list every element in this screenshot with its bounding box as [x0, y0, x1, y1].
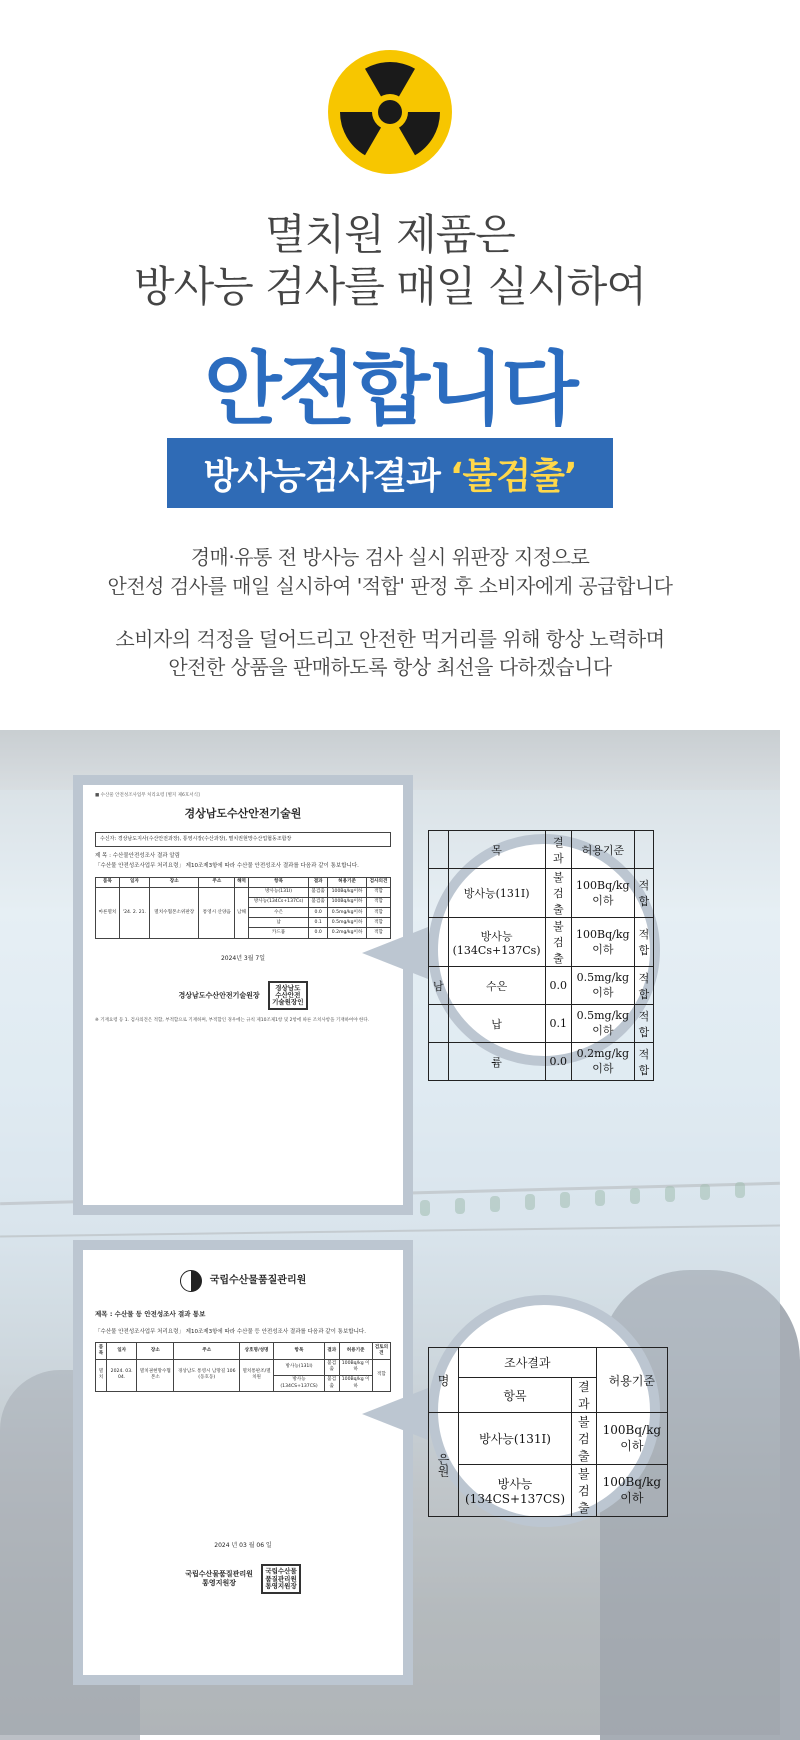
certificate-org: 국립수산물품질관리원: [209, 1275, 307, 1287]
result-banner-label: 방사능검사결과: [203, 455, 440, 497]
certificate-subject: 제 목 : 수산물안전성조사 결과 알림: [95, 852, 180, 859]
table-cell: 불검출: [572, 1413, 597, 1465]
table-row: [429, 1465, 668, 1517]
stamp-line: 통영지원장: [265, 1581, 297, 1590]
table-cell: 0.2mg/kg이하: [328, 928, 367, 938]
zoom-table: [428, 830, 654, 1081]
table-cell: 2024. 03. 04.: [107, 1359, 137, 1392]
government-logo-icon: [180, 1270, 202, 1292]
headline-line-2: 방사능 검사를 매일 실시하여: [134, 262, 646, 311]
stamp-line: 경상남도: [275, 983, 301, 992]
form-label: ■ 수산물 안전성조사업무 처리요령 [별지 제6호서식]: [95, 793, 200, 798]
description-line-4: 안전한 상품을 판매하도록 항상 최선을 다하겠습니다: [168, 655, 612, 679]
table-cell: 남: [429, 967, 449, 1005]
official-stamp: [268, 981, 307, 1010]
table-cell: 카드뮴: [248, 928, 308, 938]
recipient-box: 수신자: 경상남도지사(수산안전과장), 통영시장(수산과장), 멸치권현망수산업협동조합장: [95, 832, 391, 847]
table-cell: 100Bq/kg 이하: [596, 1465, 667, 1517]
table-cell: 불검출: [545, 918, 572, 967]
table-cell: '24. 2. 21.: [119, 887, 149, 938]
table-header: 장소: [150, 877, 199, 887]
table-row: [429, 1348, 668, 1378]
zoom-circle-gyeongnam: [428, 834, 660, 1077]
table-cell: 적합: [634, 1043, 654, 1081]
table-header: 검사의견: [367, 877, 391, 887]
table-cell: 불검출: [572, 1465, 597, 1517]
zoom-table: [428, 1347, 668, 1517]
safe-title: 안전합니다: [204, 343, 576, 436]
table-cell: [429, 1043, 449, 1081]
table-cell: 멸치: [96, 1359, 107, 1392]
table-header: 주소: [174, 1343, 240, 1359]
table-cell: 0.0: [309, 908, 328, 918]
table-cell: 방사능(131I): [448, 869, 545, 918]
table-cell: 납: [448, 1005, 545, 1043]
table-header: 항목: [248, 877, 308, 887]
table-header: 결과: [324, 1343, 339, 1359]
description-line-3: 소비자의 걱정을 덜어드리고 안전한 먹거리를 위해 항상 노력하며: [115, 627, 665, 651]
table-cell: 마른멸치: [96, 887, 120, 938]
table-cell: [429, 869, 449, 918]
table-cell: 수은: [448, 967, 545, 1005]
table-cell: 적합: [367, 908, 391, 918]
table-cell: 100Bq/kg이하: [328, 897, 367, 907]
table-cell: 방사능(134Cs+137Cs): [248, 897, 308, 907]
table-cell: 100Bq/kg이하: [572, 869, 635, 918]
intro-section: [0, 0, 780, 730]
stamp-line: 기술원장인: [272, 998, 304, 1006]
issue-date: 2024 년 03 월 06 일: [214, 1542, 272, 1550]
org-header: [95, 1270, 391, 1292]
table-cell: 항목: [459, 1378, 572, 1413]
table-cell: 방사능(131I): [459, 1413, 572, 1465]
table-cell: 100Bq/kg이하: [572, 918, 635, 967]
description-line-1: 경매·유통 전 방사능 검사 실시 위판장 지정으로: [190, 545, 590, 569]
certificate-org: 경상남도수산안전기술원: [184, 807, 302, 821]
table-cell: 적합: [367, 928, 391, 938]
table-row: [429, 918, 654, 967]
table-cell: 명: [429, 1348, 459, 1413]
table-cell: 0.5mg/kg이하: [572, 1005, 635, 1043]
table-cell: 결과: [545, 831, 572, 869]
table-header: 검토의견: [372, 1343, 390, 1359]
table-cell: [429, 918, 449, 967]
table-cell: 경상남도 통영시 남망길 106 (동호동): [174, 1359, 240, 1392]
table-cell: 0.5mg/kg이하: [328, 918, 367, 928]
table-cell: 멸치통판조/멸치원: [240, 1359, 274, 1392]
table-cell: 목: [448, 831, 545, 869]
table-cell: 0.0: [545, 967, 572, 1005]
table-cell: 멸치수협본소위판장: [150, 887, 199, 938]
table-cell: 방사능(134Cs+137Cs): [448, 918, 545, 967]
table-cell: 0.1: [545, 1005, 572, 1043]
table-row: [96, 1359, 391, 1375]
table-header: 일자: [107, 1343, 137, 1359]
table-cell: 불검출: [324, 1359, 339, 1375]
table-cell: 남해: [235, 887, 249, 938]
signer-name: 국립수산물품질관리원: [185, 1570, 253, 1579]
table-cell: 불검출: [545, 869, 572, 918]
signer: [95, 1564, 391, 1593]
signer-name: 경상남도수산안전기술원장: [178, 991, 260, 1000]
table-row: [429, 1005, 654, 1043]
table-cell: 0.5mg/kg이하: [572, 967, 635, 1005]
table-cell: 멸치권현망수협 본소: [137, 1359, 174, 1392]
signer-title: 통영지원장: [202, 1579, 236, 1588]
table-cell: 방사능(131I): [274, 1359, 325, 1375]
signer-block: [185, 1570, 253, 1588]
certificate-subject: 제목 : 수산물 등 안전성조사 결과 통보: [95, 1310, 206, 1318]
table-cell: 불검출: [309, 887, 328, 897]
stamp-line: 국립수산물: [265, 1567, 297, 1576]
table-cell: 0.2mg/kg이하: [572, 1043, 635, 1081]
headline-line-1: 멸치원 제품은: [265, 210, 515, 259]
certificate-text: 「수산물 안전성조사업무 처리요령」 제10조제3항에 따라 수산물 안전성조사 결과를 다음과 같이 통보합니다.: [95, 863, 359, 870]
table-header: 일자: [119, 877, 149, 887]
zoom-pointer: [362, 927, 428, 979]
radiation-icon: [326, 48, 454, 176]
table-cell: [429, 831, 449, 869]
certificate-body: [83, 785, 403, 1205]
table-cell: 통영시 산양읍: [199, 887, 235, 938]
table-cell: 적합: [367, 918, 391, 928]
table-header: 허용기준: [339, 1343, 372, 1359]
certificate-nfqs: [73, 1240, 413, 1685]
table-cell: 결과: [572, 1378, 597, 1413]
table-cell: [634, 831, 654, 869]
table-cell: 100Bq/kg 이하: [339, 1375, 372, 1391]
table-cell: 허용기준: [596, 1348, 667, 1413]
table-cell: 100Bq/kg이하: [328, 887, 367, 897]
description-line-2: 안전성 검사를 매일 실시하여 '적합' 판정 후 소비자에게 공급합니다: [107, 574, 673, 598]
certificate-body: [83, 1250, 403, 1675]
table-row: [96, 887, 391, 897]
table-cell: 방사능(134CS+137CS): [274, 1375, 325, 1391]
signer: [95, 981, 391, 1010]
table-cell: 조사결과: [459, 1348, 597, 1378]
certificate-table: [95, 1342, 391, 1392]
stamp-line: 수산안전: [275, 990, 301, 999]
table-header: 해역: [235, 877, 249, 887]
table-row: [429, 1043, 654, 1081]
table-header: 주소: [199, 877, 235, 887]
table-cell: 적합: [634, 869, 654, 918]
notes: ※ 기재요령 등 1. 검사의견은 적합, 부적합으로 기재하며, 부적합인 경우에는 규칙 제10조제1항 및 2항에 따른 조치사항을 기재하여야 한다.: [95, 1018, 370, 1024]
table-cell: 적합: [634, 1005, 654, 1043]
table-cell: 수은: [248, 908, 308, 918]
certificate-gyeongnam: [73, 775, 413, 1215]
certificate-table: [95, 877, 391, 939]
result-banner: [167, 438, 613, 508]
table-header: 항목: [274, 1343, 325, 1359]
issue-date: 2024년 3월 7일: [220, 954, 266, 962]
table-cell: 방사능(131I): [248, 887, 308, 897]
table-cell: 방사능 (134CS+137CS): [459, 1465, 572, 1517]
table-header: 품목: [96, 877, 120, 887]
table-cell: 0.5mg/kg이하: [328, 908, 367, 918]
table-header: 결과: [309, 877, 328, 887]
table-cell: 불검출: [309, 897, 328, 907]
table-cell: 100Bq/kg 이하: [596, 1413, 667, 1465]
result-banner-highlight: ‘불검출’: [449, 455, 577, 497]
table-cell: 적합: [367, 897, 391, 907]
table-header: 허용기준: [328, 877, 367, 887]
table-cell: 적합: [634, 967, 654, 1005]
zoom-circle-nfqs: [428, 1295, 660, 1527]
table-cell: 납: [248, 918, 308, 928]
table-cell: 허용기준: [572, 831, 635, 869]
stamp-line: 품질관리원: [265, 1574, 297, 1583]
table-cell: 륨: [448, 1043, 545, 1081]
official-stamp: [261, 1564, 300, 1593]
table-cell: 적합: [634, 918, 654, 967]
table-row: [429, 967, 654, 1005]
table-cell: 불검출: [324, 1375, 339, 1391]
table-cell: 0.1: [309, 918, 328, 928]
table-cell: 적합: [372, 1359, 390, 1392]
table-header: 상호명/성명: [240, 1343, 274, 1359]
table-row: [429, 1413, 668, 1465]
table-row: [429, 831, 654, 869]
table-header: 품목: [96, 1343, 107, 1359]
table-cell: 적합: [367, 887, 391, 897]
table-header: 장소: [137, 1343, 174, 1359]
zoom-pointer: [362, 1388, 428, 1440]
table-cell: [429, 1005, 449, 1043]
certificate-text: 「수산물 안전성조사업무 처리요령」 제10조제3항에 따라 수산물 등 안전성조사 결과를 다음과 같이 통보합니다.: [95, 1328, 366, 1335]
table-row: [429, 869, 654, 918]
table-cell: 0.0: [545, 1043, 572, 1081]
table-cell: 100Bq/kg 이하: [339, 1359, 372, 1375]
table-cell: 0.0: [309, 928, 328, 938]
table-cell: 은원: [429, 1413, 459, 1517]
